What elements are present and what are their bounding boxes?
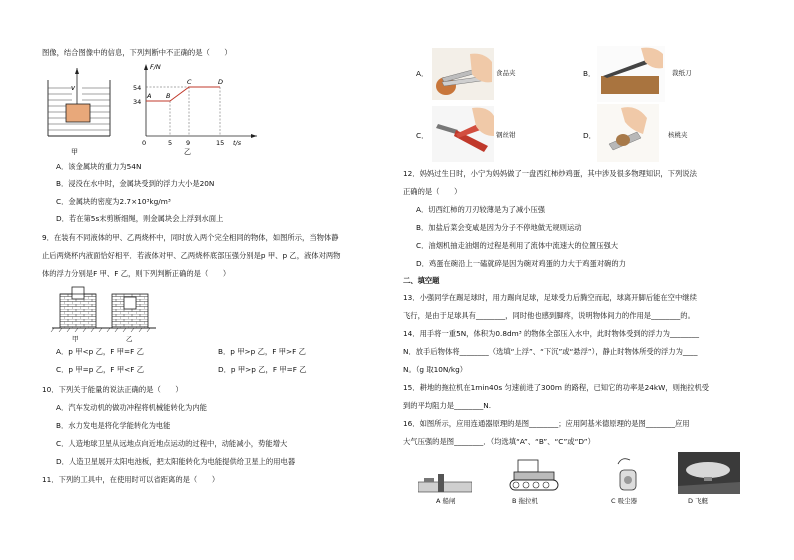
q8-option-b: B．浸没在水中时，金属块受到的浮力大小是20N [56, 179, 215, 188]
q8-option-c: C．金属块的密度为2.7×10³kg/m³ [56, 197, 171, 206]
q12-option-d: D．鸡蛋在碗沿上一磕就碎是因为碗对鸡蛋的力大于鸡蛋对碗的力 [416, 259, 626, 268]
xtick-15: 15 [216, 139, 225, 147]
fill-line-3: 14．用手将一重5N，体积为0.8dm³ 的物体全部压入水中，此时物体受到的浮力为________ [403, 329, 700, 338]
q9-line-1: 9．在装有不同液体的甲、乙两烧杯中，同时放入两个完全相同的物体，如图所示，当物体静 [42, 233, 339, 242]
nutcracker-photo [597, 104, 659, 162]
tool-c-letter: C． [416, 131, 429, 140]
tool-b-name: 裁纸刀 [672, 69, 692, 77]
fill-line-7: 到的平均阻力是________N. [403, 401, 492, 410]
velocity-label: v [71, 84, 76, 92]
beaker-figure [44, 66, 114, 158]
fill-line-9: 大气压强的是图________．（均选填“A”、“B”、“C”或“D”） [403, 437, 595, 446]
picture-a-letter: A [436, 497, 441, 505]
fill-line-4: N．放手后物体将________（选填“上浮”、“下沉”或“悬浮”），静止时物体所受的浮力为____ [403, 347, 698, 356]
q12-option-c: C．油烟机抽走油烟的过程是利用了流体中流速大的位置压强大 [416, 241, 619, 250]
picture-b-letter: B [512, 497, 517, 505]
point-a: A [147, 92, 152, 100]
picture-d-name: 飞艇 [695, 497, 709, 505]
q10-option-a: A．汽车发动机的做功冲程将机械能转化为内能 [56, 403, 207, 412]
tractor-picture [508, 454, 560, 494]
force-curve [146, 87, 220, 101]
fill-line-6: 15．耕地的拖拉机在1min40s 匀速前进了300m 的路程，已知它的功率是24kW，则拖拉机受 [403, 383, 710, 392]
section-title: 二、填空题 [403, 276, 440, 285]
picture-a-caption [436, 498, 456, 505]
tool-c-name: 钢丝钳 [496, 131, 516, 139]
picture-b-name: 拖拉机 [518, 497, 539, 505]
airship-picture [678, 452, 740, 494]
x-axis-label: t/s [233, 139, 242, 147]
xtick-0: 0 [142, 139, 147, 147]
object-jia [72, 287, 84, 299]
paper-cutter-photo [597, 46, 665, 102]
q9-line-2: 止后两烧杯内液面恰好相平．若液体对甲、乙两烧杯底部压强分别是p 甲、p 乙，液体对两物 [42, 251, 341, 260]
fill-line-2: 飞行，是由于足球具有________，同时他也感到脚疼，说明物体间力的作用是________的。 [403, 311, 695, 320]
ytick-54: 54 [133, 84, 142, 92]
q9-option-b: B．p 甲>p 乙，F 甲>F 乙 [218, 347, 306, 356]
vacuum-cleaner-picture [612, 456, 644, 494]
point-c: C [187, 78, 192, 86]
ship-lock-picture [418, 470, 472, 494]
tool-d-name: 核桃夹 [668, 131, 688, 139]
xtick-5: 5 [168, 139, 173, 147]
food-tongs-photo [432, 48, 494, 100]
q12-option-b: B．加盐后菜会变咸是因为分子不停地做无规则运动 [416, 223, 582, 232]
tool-d-letter: D． [583, 131, 596, 140]
q12-option-a: A．切西红柿的刀刃较薄是为了减小压强 [416, 205, 546, 214]
tool-a-letter: A． [416, 69, 429, 78]
force-time-graph [132, 60, 262, 158]
q9-line-3: 体的浮力分别是F 甲、F 乙，则下列判断正确的是（ ） [42, 269, 231, 278]
q8-option-a: A．该金属块的重力为54N [56, 162, 142, 171]
fig-yi-label: 乙 [184, 148, 191, 156]
q10-option-c: C．人造地球卫星从远地点向近地点运动的过程中，动能减小，势能增大 [56, 439, 288, 448]
q9-option-c: C．p 甲=p 乙，F 甲<F 乙 [56, 365, 145, 374]
xtick-9: 9 [186, 139, 191, 147]
q10-option-b: B．水力发电是将化学能转化为电能 [56, 421, 171, 430]
fill-line-8: 16．如图所示，应用连通器原理的是图________；应用阿基米德原理的是图________应用 [403, 419, 690, 428]
q9-option-a: A．p 甲<p 乙，F 甲=F 乙 [56, 347, 144, 356]
container-jia-label: 甲 [72, 335, 79, 342]
q12-line-1: 12．妈妈过生日时，小宁为妈妈做了一盘西红柿炒鸡蛋，其中涉及很多物理知识，下列说法 [403, 169, 697, 178]
picture-c-name: 吸尘器 [617, 497, 638, 505]
fig-jia-label: 甲 [71, 148, 78, 156]
q11-stem: 11．下列的工具中，在使用时可以省距离的是（ ） [42, 475, 220, 484]
two-containers-figure [48, 284, 160, 342]
point-d: D [218, 78, 224, 86]
q10-stem: 10．下列关于能量的说法正确的是（ ） [42, 385, 183, 394]
picture-d-caption [688, 498, 708, 505]
picture-c-caption [611, 498, 637, 505]
wire-pliers-photo [432, 106, 494, 162]
q8-intro: 图像，结合图像中的信息，下列判断中不正确的是（ ） [42, 48, 232, 57]
picture-a-name: 船闸 [442, 497, 456, 505]
y-axis-label: F/N [150, 63, 161, 71]
fill-line-5: N。（g 取10N/kg） [403, 365, 468, 374]
metal-block [66, 104, 90, 122]
point-b: B [166, 92, 171, 100]
tool-a-name: 食品夹 [496, 69, 516, 77]
picture-d-letter: D [688, 497, 694, 505]
picture-b-caption [512, 498, 538, 505]
object-yi [124, 297, 136, 309]
tool-b-letter: B． [583, 69, 596, 78]
q8-option-d: D．若在第5s末剪断细绳，则金属块会上浮到水面上 [56, 214, 224, 223]
picture-c-letter: C [611, 497, 616, 505]
fill-line-1: 13．小强同学在踢足球时，用力踢向足球，足球受力后腾空而起，球离开脚后能在空中继续 [403, 293, 697, 302]
ytick-34: 34 [133, 98, 142, 106]
q9-option-d: D．p 甲>p 乙，F 甲=F 乙 [218, 365, 307, 374]
q12-line-2: 正确的是（ ） [403, 187, 462, 196]
container-yi-label: 乙 [126, 335, 133, 342]
q10-option-d: D．人造卫星展开太阳电池板，把太阳能转化为电能提供给卫星上的用电器 [56, 457, 296, 466]
